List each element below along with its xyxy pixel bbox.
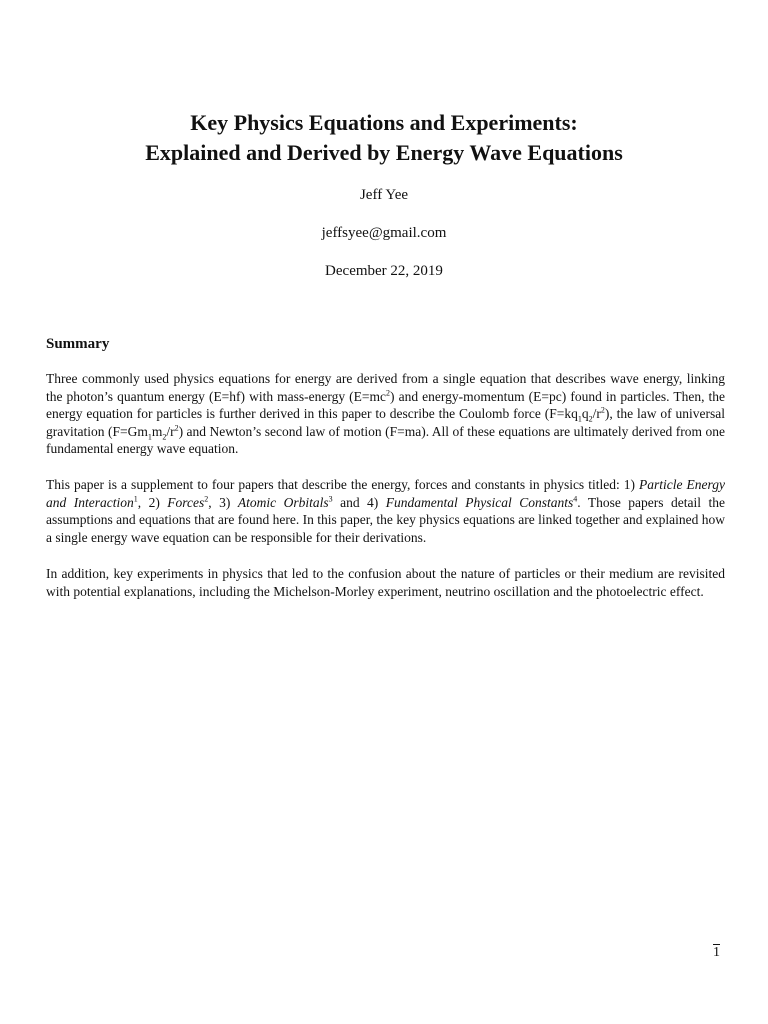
publication-date: December 22, 2019 (325, 263, 443, 279)
paper-title (0, 108, 768, 168)
summary-paragraph-1 (46, 370, 725, 458)
author-email: jeffsyee@gmail.com (321, 225, 447, 241)
superscript: 2 (386, 388, 391, 397)
reference-title: Fundamental Physical Constants (385, 494, 574, 510)
citation-number: 2 (204, 494, 209, 503)
text-run: m (151, 423, 163, 439)
text-run: ) and energy-momentum (E=pc) found in particles. Then, the energy equation for particles is further derived in this paper to describe the Coulomb force (F=kq (46, 388, 725, 421)
reference-title: Particle Energy and Interaction (46, 477, 725, 510)
citation-number: 4 (573, 494, 578, 503)
text-run: q (581, 406, 589, 421)
text-run: . Those papers detail the assumptions and equations that are found here. In this paper, the key physics equations are linked together and explained how a single energy wave equation can be responsible for their derivations. (46, 494, 725, 545)
text-run: /r (166, 423, 175, 439)
text-run: , 3) (208, 494, 238, 510)
page-number: 1 (713, 945, 720, 960)
summary-paragraph-2 (46, 476, 725, 546)
text-run: and 4) (332, 494, 386, 510)
subscript: 2 (588, 414, 593, 424)
reference-title: Atomic Orbitals (237, 494, 329, 510)
text-run: ), the law of universal gravitation (F=Gm (46, 406, 725, 439)
text-run: This paper is a supplement to four papers that describe the energy, forces and constants in physics titled: 1) (46, 477, 639, 492)
subscript: 2 (162, 432, 167, 442)
subscript: 1 (577, 414, 582, 424)
summary-heading: Summary (46, 336, 110, 352)
text-run: /r (592, 406, 601, 421)
superscript: 2 (600, 405, 605, 415)
text-run: ) and Newton’s second law of motion (F=ma). All of these equations are ultimately derived from one fundamental energy wave equation. (46, 423, 725, 456)
text-run: Three commonly used physics equations for energy are derived from a single equation that describes wave energy, linking the photon’s quantum energy (E=hf) with mass-energy (E=mc (46, 371, 725, 404)
paper-title-line-2: Explained and Derived by Energy Wave Equations (145, 140, 623, 165)
author-name: Jeff Yee (359, 187, 409, 203)
citation-number: 1 (133, 494, 138, 503)
citation-number: 3 (328, 494, 333, 503)
reference-title: Forces (167, 494, 205, 510)
text-run: , 2) (137, 494, 168, 510)
paper-title-line-1: Key Physics Equations and Experiments: (190, 110, 578, 135)
superscript: 2 (174, 423, 179, 432)
subscript: 1 (147, 432, 152, 442)
summary-paragraph-3: In addition, key experiments in physics that led to the confusion about the nature of particles or their medium are revisited with potential explanations, including the Michelson-Morley experiment, neutrino oscillation and the photoelectric effect. (46, 566, 725, 599)
